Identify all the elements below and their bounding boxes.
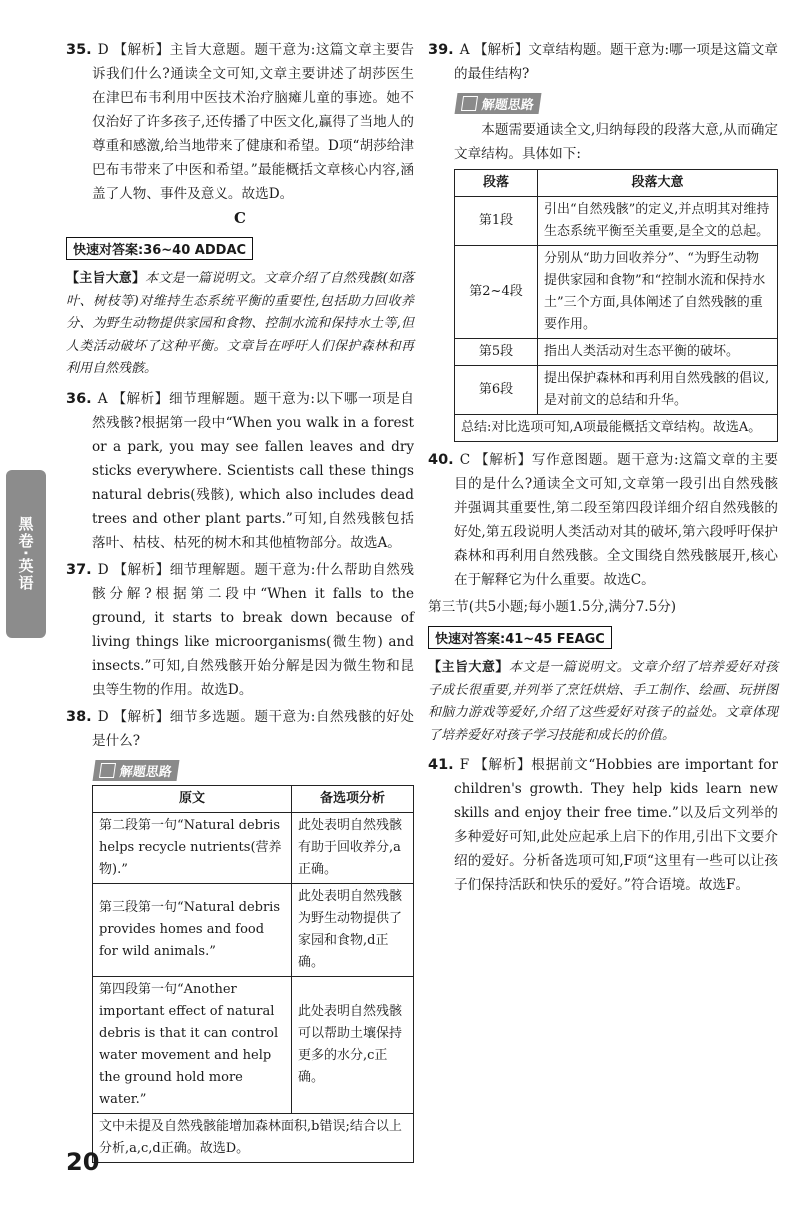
answer-38: 38. D 【解析】细节多选题。题干意为:自然残骸的好处是什么?	[66, 708, 414, 749]
pencil-icon	[461, 96, 478, 111]
quick-answer-box: 快速对答案:41~45 FEAGC	[428, 626, 612, 649]
table-row: 第1段 引出“自然残骸”的定义,并点明其对维持生态系统平衡至关重要,是全文的总起。	[455, 197, 778, 246]
main-idea: 【主旨大意】本文是一篇说明文。文章介绍了培养爱好对孩子成长很重要,并列举了烹饪烘焙、手工制作、绘画、玩拼图和脑力游戏等爱好,介绍了这些爱好对孩子的益处。文章体现了培养爱好对孩子学习技能和成长的价值。	[428, 660, 778, 743]
answer-40: 40. C 【解析】写作意图题。题干意为:这篇文章的主要目的是什么?通读全文可知,文章第一段引出自然残骸并强调其重要性,第二段至第四段详细介绍自然残骸的好处,第五段说明人类活动对其的破坏,第六段呼吁保护森林和再利用自然残骸。全文围绕自然残骸展开,核心在于解释它为什么重要。故选C。	[428, 452, 778, 588]
quick-answer-box: 快速对答案:36~40 ADDAC	[66, 237, 253, 260]
answer-39: 39. A 【解析】文章结构题。题干意为:哪一项是这篇文章的最佳结构?	[428, 42, 778, 82]
pencil-icon	[99, 763, 116, 778]
answer-35: 35. D 【解析】主旨大意题。题干意为:这篇文章主要告诉我们什么?通读全文可知,文章主要讲述了胡莎医生在津巴布韦利用中医技术治疗脑瘫儿童的事迹。她不仅治好了许多孩子,还传播了中医文化,赢得了当地人的尊重和感激,给当地带来了健康和希望。D项“胡莎给津巴布韦带来了中医和希望。”最能概括文章核心内容,涵盖了人物、事件及意义。故选D。	[66, 42, 414, 202]
table-row: 第二段第一句“Natural debris helps recycle nutrients(营养物).” 此处表明自然残骸有助于回收养分,a正确。	[93, 812, 414, 883]
side-tab: 黑卷·英语	[6, 470, 46, 638]
page-number: 20	[66, 1148, 100, 1176]
table-footer: 文中未提及自然残骸能增加森林面积,b错误;结合以上分析,a,c,d正确。故选D。	[93, 1113, 414, 1162]
section-letter: C	[234, 209, 246, 227]
solution-tag: 解题思路	[93, 760, 180, 781]
answer-36: 36. A 【解析】细节理解题。题干意为:以下哪一项是自然残骸?根据第一段中“When you walk in a forest or a park, you may see fallen leaves and dry sticks everywhere. Scientists call these things natural debris(残骸), which also includes dead trees and other plant parts.”可知,自然残骸包括落叶、枯枝、枯死的树木和其他植物部分。故选A。	[66, 390, 414, 551]
table-row: 第6段 提出保护森林和再利用自然残骸的倡议,是对前文的总结和升华。	[455, 366, 778, 415]
main-idea: 【主旨大意】本文是一篇说明文。文章介绍了自然残骸(如落叶、树枝等)对维持生态系统平衡的重要性,包括助力回收养分、为野生动物提供家园和食物、控制水流和保持水土等,但人类活动破坏了这种平衡。文章旨在呼吁人们保护森林和再利用自然残骸。	[66, 271, 414, 376]
left-column	[66, 38, 414, 1163]
table-row: 第四段第一句“Another important effect of natural debris is that it can control water movement and help the ground hold more water.” 此处表明自然残骸可以帮助土壤保持更多的水分,c正确。	[93, 976, 414, 1113]
answer-41: 41. F 【解析】根据前文“Hobbies are important for children's growth. They help kids learn new skills and enjoy their free time.”以及后文列举的多种爱好可知,此处应起承上启下的作用,引出下文要介绍的爱好。分析备选项可知,F项“这里有一些可以让孩子们保持活跃和快乐的爱好。”符合语境。故选F。	[428, 757, 778, 893]
analysis-table: 原文 备选项分析 第二段第一句“Natural debris helps recycle nutrients(营养物).” 此处表明自然残骸有助于回收养分,a正确。 第三段第一句“Natural debris provides homes and food for wild animals.” 此处表明自然残骸为野生动物提供了家园和食物,d正确。 第四段第一句“Another important effect of natural debris is that it can control water movement and help the ground hold more water.” 此处表明自然残骸可以帮助土壤保持更多的水分,c正确。 文中未提及自然残骸能增加森林面积,b错误;结合以上分析,a,c,d正确。故选D。	[92, 785, 414, 1163]
structure-intro: 本题需要通读全文,归纳每段的段落大意,从而确定文章结构。具体如下:	[454, 122, 778, 162]
answer-37: 37. D 【解析】细节理解题。题干意为:什么帮助自然残骸分解?根据第二段中“When it falls to the ground, it starts to break down because of living things like microorganisms(微生物) and insects.”可知,自然残骸开始分解是因为微生物和昆虫等生物的作用。故选D。	[66, 561, 414, 698]
table-footer: 总结:对比选项可知,A项最能概括文章结构。故选A。	[455, 415, 778, 442]
table-row: 第三段第一句“Natural debris provides homes and food for wild animals.” 此处表明自然残骸为野生动物提供了家园和食物,d正确。	[93, 883, 414, 976]
solution-tag: 解题思路	[455, 93, 542, 114]
table-row: 第5段 指出人类活动对生态平衡的破坏。	[455, 339, 778, 366]
table-row: 第2~4段 分别从“助力回收养分”、“为野生动物提供家园和食物”和“控制水流和保持水土”三个方面,具体阐述了自然残骸的重要作用。	[455, 246, 778, 339]
right-column	[428, 38, 778, 900]
section-3-heading: 第三节(共5小题;每小题1.5分,满分7.5分)	[428, 599, 677, 615]
structure-table: 段落 段落大意 第1段 引出“自然残骸”的定义,并点明其对维持生态系统平衡至关重要,是全文的总起。 第2~4段 分别从“助力回收养分”、“为野生动物提供家园和食物”和“控制水流和保持水土”三个方面,具体阐述了自然残骸的重要作用。 第5段 指出人类活动对生态平衡的破坏。 第6段 提出保护森林和再利用自然残骸的倡议,是对前文的总结和升华。 总结:对比选项可知,A项最能概括文章结构。故选A。	[454, 169, 778, 442]
